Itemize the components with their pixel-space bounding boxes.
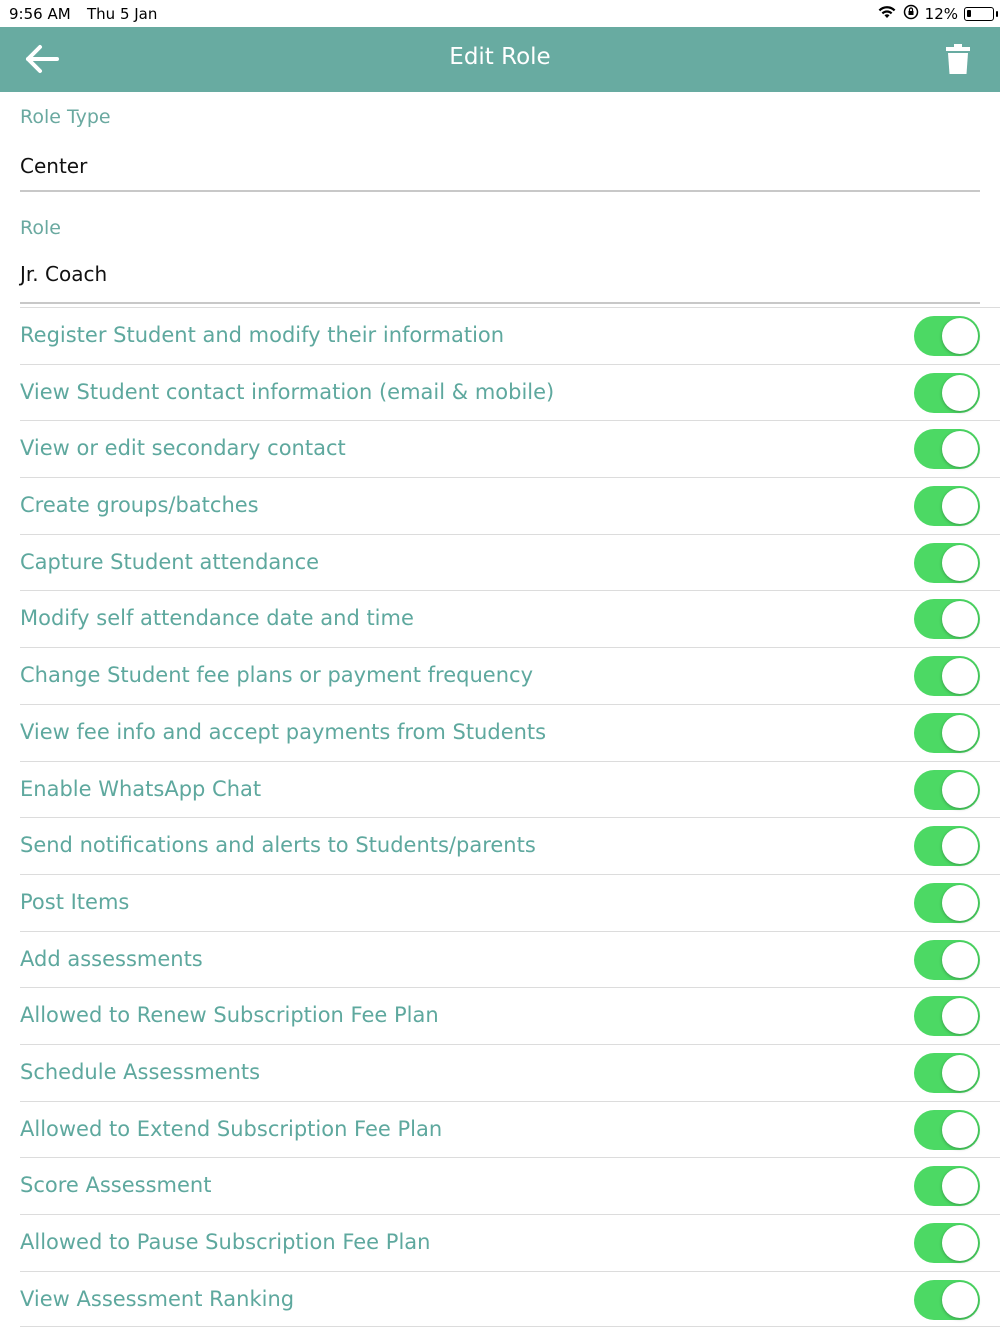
permission-label: Allowed to Pause Subscription Fee Plan bbox=[20, 1230, 431, 1254]
toggle-knob bbox=[942, 715, 978, 751]
permission-toggle[interactable] bbox=[914, 373, 980, 413]
permission-toggle[interactable] bbox=[914, 883, 980, 923]
permission-row bbox=[20, 1044, 1000, 1101]
toggle-knob bbox=[942, 1112, 978, 1148]
permission-row bbox=[20, 761, 1000, 818]
permission-toggle[interactable] bbox=[914, 656, 980, 696]
status-bar bbox=[0, 0, 1000, 27]
permission-toggle[interactable] bbox=[914, 316, 980, 356]
role-type-label: Role Type bbox=[20, 106, 111, 128]
permission-row bbox=[20, 1214, 1000, 1271]
toggle-knob bbox=[942, 1282, 978, 1318]
toggle-knob bbox=[942, 1168, 978, 1204]
toggle-knob bbox=[942, 1225, 978, 1261]
permission-row bbox=[20, 931, 1000, 988]
trash-icon[interactable] bbox=[946, 44, 970, 74]
toggle-knob bbox=[942, 998, 978, 1034]
status-time: 9:56 AM bbox=[9, 5, 71, 23]
toggle-knob bbox=[942, 1055, 978, 1091]
permission-toggle[interactable] bbox=[914, 1053, 980, 1093]
permission-row bbox=[20, 307, 1000, 364]
permission-toggle[interactable] bbox=[914, 713, 980, 753]
permission-row bbox=[20, 364, 1000, 421]
permission-toggle[interactable] bbox=[914, 1166, 980, 1206]
page-title: Edit Role bbox=[449, 44, 551, 70]
permission-label: Post Items bbox=[20, 889, 130, 914]
toggle-knob bbox=[942, 601, 978, 637]
permission-label: Capture Student attendance bbox=[20, 549, 320, 574]
permission-toggle[interactable] bbox=[914, 826, 980, 866]
permission-toggle[interactable] bbox=[914, 996, 980, 1036]
permission-row bbox=[20, 817, 1000, 874]
permission-toggle[interactable] bbox=[914, 1280, 980, 1320]
nav-bar bbox=[0, 27, 1000, 92]
permission-toggle[interactable] bbox=[914, 599, 980, 639]
permission-label: View fee info and accept payments from Students bbox=[20, 719, 547, 744]
permission-label: Allowed to Renew Subscription Fee Plan bbox=[20, 1003, 439, 1028]
permission-row bbox=[20, 987, 1000, 1044]
permission-toggle[interactable] bbox=[914, 486, 980, 526]
role-field[interactable] bbox=[20, 217, 980, 303]
divider bbox=[20, 190, 980, 192]
permission-label: View or edit secondary contact bbox=[20, 436, 346, 461]
permission-row bbox=[20, 874, 1000, 931]
toggle-knob bbox=[942, 545, 978, 581]
status-indicators bbox=[877, 4, 994, 24]
permission-toggle[interactable] bbox=[914, 429, 980, 469]
toggle-knob bbox=[942, 772, 978, 808]
toggle-knob bbox=[942, 885, 978, 921]
permission-label: Allowed to Extend Subscription Fee Plan bbox=[20, 1116, 443, 1141]
permission-row bbox=[20, 1157, 1000, 1214]
permission-row bbox=[20, 704, 1000, 761]
permission-row bbox=[20, 1101, 1000, 1158]
toggle-knob bbox=[942, 942, 978, 978]
battery-icon bbox=[964, 7, 994, 21]
role-value[interactable]: Jr. Coach bbox=[20, 262, 108, 286]
permission-toggle[interactable] bbox=[914, 940, 980, 980]
permission-row bbox=[20, 1271, 1000, 1328]
role-type-value[interactable]: Center bbox=[20, 154, 88, 178]
permission-toggle[interactable] bbox=[914, 543, 980, 583]
status-date: Thu 5 Jan bbox=[87, 5, 158, 23]
permission-toggle[interactable] bbox=[914, 1223, 980, 1263]
permission-toggle[interactable] bbox=[914, 1110, 980, 1150]
permission-row bbox=[20, 647, 1000, 704]
permission-label: Create groups/batches bbox=[20, 493, 259, 518]
permission-label: Score Assessment bbox=[20, 1173, 212, 1198]
toggle-knob bbox=[942, 488, 978, 524]
role-type-field[interactable] bbox=[20, 106, 980, 192]
permission-label: Add assessments bbox=[20, 946, 203, 971]
rotation-lock-icon bbox=[903, 4, 919, 24]
toggle-knob bbox=[942, 318, 978, 354]
role-label: Role bbox=[20, 217, 61, 239]
permission-label: View Student contact information (email & mobile) bbox=[20, 379, 555, 404]
permission-label: Schedule Assessments bbox=[20, 1059, 261, 1084]
permissions-list bbox=[0, 307, 1000, 1327]
wifi-icon bbox=[877, 4, 897, 24]
permission-row bbox=[20, 477, 1000, 534]
permission-row bbox=[20, 590, 1000, 647]
permission-row bbox=[20, 420, 1000, 477]
permission-label: Register Student and modify their information bbox=[20, 323, 505, 347]
toggle-knob bbox=[942, 828, 978, 864]
toggle-knob bbox=[942, 431, 978, 467]
permission-toggle[interactable] bbox=[914, 770, 980, 810]
battery-percent: 12% bbox=[924, 5, 958, 23]
permission-label: Enable WhatsApp Chat bbox=[20, 776, 262, 801]
permission-label: View Assessment Ranking bbox=[20, 1286, 295, 1311]
permission-row bbox=[20, 534, 1000, 591]
permission-label: Send notifications and alerts to Students/parents bbox=[20, 833, 536, 858]
permission-label: Change Student fee plans or payment frequency bbox=[20, 663, 533, 688]
toggle-knob bbox=[942, 658, 978, 694]
divider bbox=[20, 302, 980, 304]
toggle-knob bbox=[942, 375, 978, 411]
permission-label: Modify self attendance date and time bbox=[20, 606, 414, 631]
